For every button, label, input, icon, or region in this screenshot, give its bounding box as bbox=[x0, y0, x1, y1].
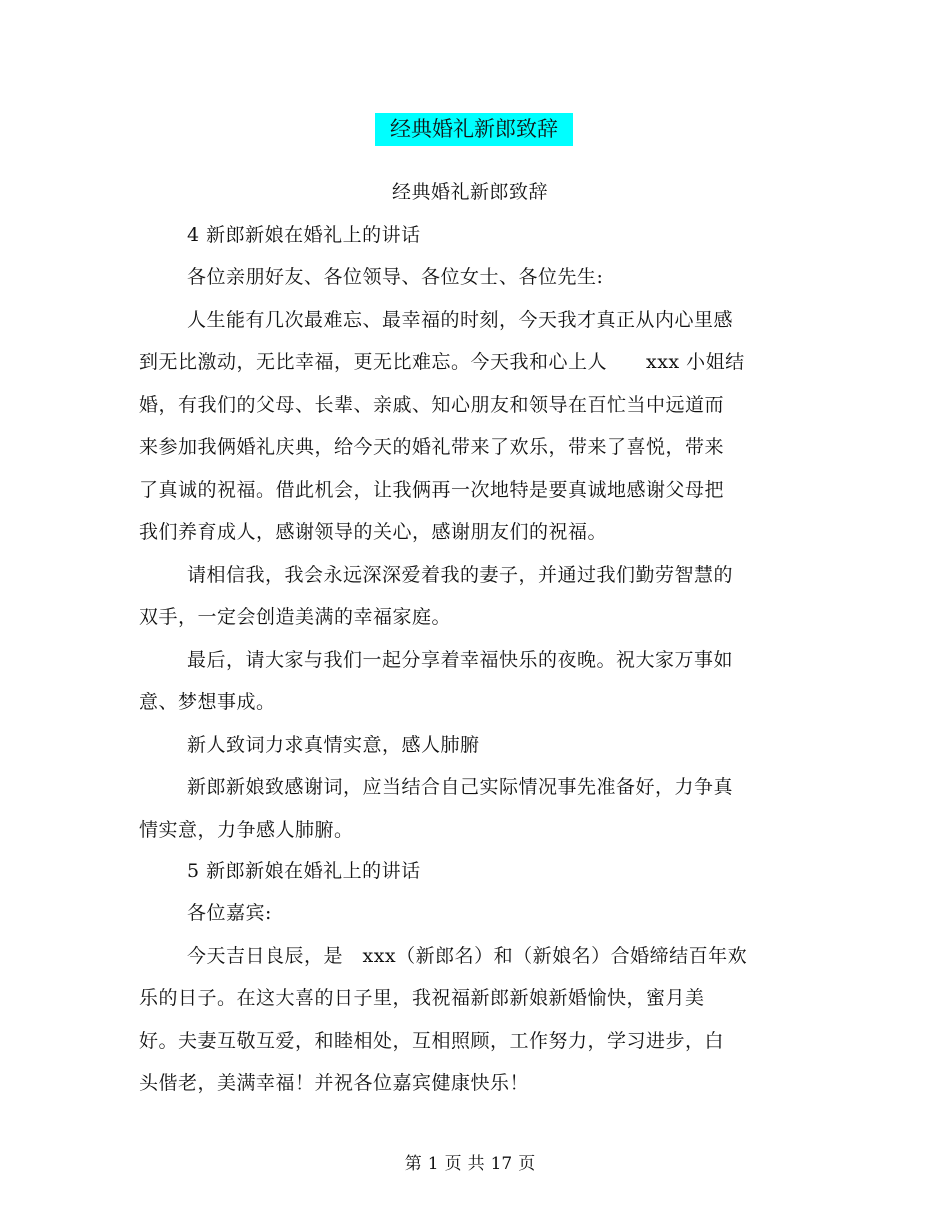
page-footer bbox=[0, 1153, 940, 1175]
footer-total-pages: 17 bbox=[490, 1154, 513, 1174]
footer-total-unit: 页 bbox=[518, 1154, 536, 1174]
paragraph-line: 双手，一定会创造美满的幸福家庭。 bbox=[139, 606, 452, 628]
paragraph-line: 人生能有几次最难忘、最幸福的时刻，今天我才真正从内心里感 bbox=[187, 309, 734, 331]
salutation: 各位嘉宾: bbox=[187, 902, 272, 924]
footer-total-prefix: 共 bbox=[467, 1154, 485, 1174]
section-heading: 5 新郎新娘在婚礼上的讲话 bbox=[187, 860, 421, 882]
paragraph-line: 我们养育成人，感谢领导的关心，感谢朋友们的祝福。 bbox=[139, 521, 608, 543]
section-heading: 新人致词力求真情实意，感人肺腑 bbox=[187, 734, 480, 756]
paragraph-line: 婚，有我们的父母、长辈、亲戚、知心朋友和领导在百忙当中远道而 bbox=[139, 394, 725, 416]
paragraph-line: 头偕老，美满幸福！并祝各位嘉宾健康快乐！ bbox=[139, 1072, 530, 1094]
paragraph-line: 新郎新娘致感谢词，应当结合自己实际情况事先准备好，力争真 bbox=[187, 776, 734, 798]
paragraph-line: 情实意，力争感人肺腑。 bbox=[139, 819, 354, 841]
paragraph-line: 今天吉日良辰，是 xxx（新郎名）和（新娘名）合婚缔结百年欢 bbox=[187, 945, 748, 967]
paragraph-line: 乐的日子。在这大喜的日子里，我祝福新郎新娘新婚愉快，蜜月美 bbox=[139, 987, 705, 1009]
paragraph-line: 最后，请大家与我们一起分享着幸福快乐的夜晚。祝大家万事如 bbox=[187, 649, 734, 671]
paragraph-line: 意、梦想事成。 bbox=[139, 691, 276, 713]
page-title: 经典婚礼新郎致辞 bbox=[375, 113, 573, 146]
paragraph-line: 了真诚的祝福。借此机会，让我俩再一次地特是要真诚地感谢父母把 bbox=[139, 479, 725, 501]
section-heading: 4 新郎新娘在婚礼上的讲话 bbox=[187, 224, 421, 246]
paragraph-line: 好。夫妻互敬互爱，和睦相处，互相照顾，工作努力，学习进步，白 bbox=[139, 1030, 725, 1052]
paragraph-line: 请相信我，我会永远深深爱着我的妻子，并通过我们勤劳智慧的 bbox=[187, 564, 734, 586]
document-subtitle: 经典婚礼新郎致辞 bbox=[391, 181, 548, 203]
paragraph-line: 到无比激动，无比幸福，更无比难忘。今天我和心上人 xxx 小姐结 bbox=[139, 351, 745, 373]
salutation: 各位亲朋好友、各位领导、各位女士、各位先生: bbox=[187, 266, 604, 288]
footer-page-number: 1 bbox=[427, 1154, 439, 1174]
paragraph-line: 来参加我俩婚礼庆典，给今天的婚礼带来了欢乐，带来了喜悦，带来 bbox=[139, 436, 725, 458]
footer-page-unit: 页 bbox=[444, 1154, 462, 1174]
footer-prefix: 第 bbox=[404, 1154, 422, 1174]
